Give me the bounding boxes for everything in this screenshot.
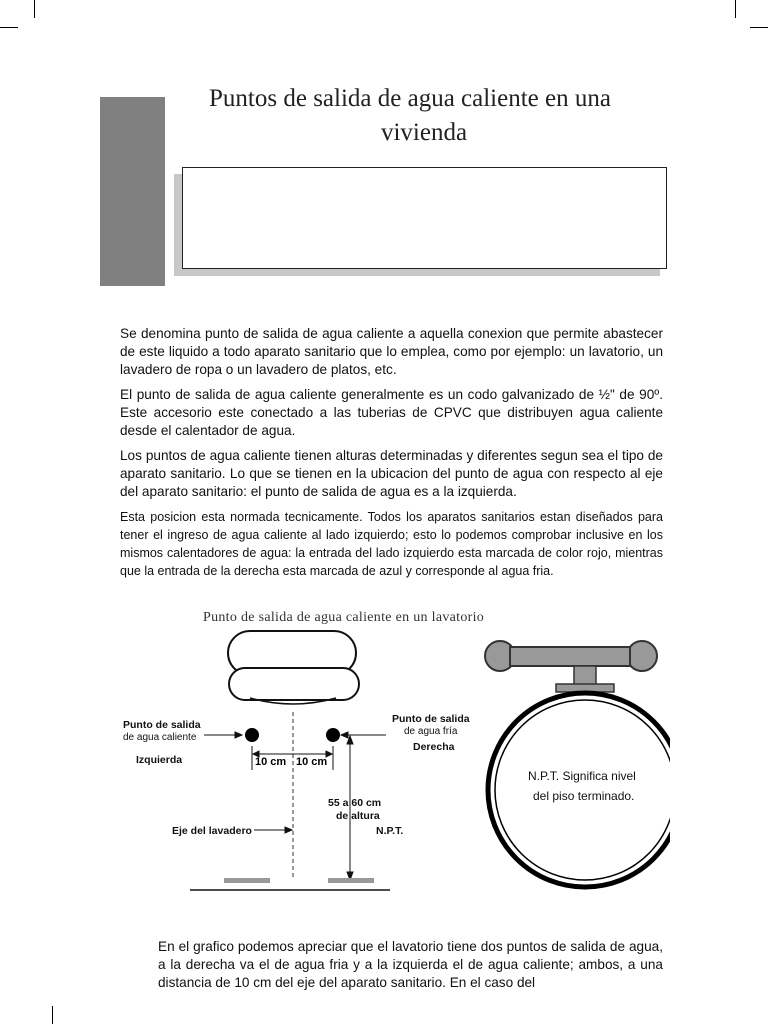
note-bubble [485,641,670,887]
cold-water-point [326,728,340,742]
hot-point-title: Punto de salida [123,719,201,731]
paragraph-4: Esta posicion esta normada tecnicamente. Todos los aparatos sanitarios estan diseñados para tener el ingreso de agua caliente al lado izquierdo; esto lo podemos comprobar inclusive en los mismos calentadores de agua: la entrada del lado izquierdo esta marcada de color rojo, mientras que la entrada de la derecha esta marcada de azul y corresponde al agua fria. [120,510,663,578]
crop-mark [735,0,736,18]
crop-mark [750,27,768,28]
crop-mark [52,1006,53,1024]
crop-mark [34,0,35,18]
note-text-line1: N.P.T. Significa nivel [528,769,636,783]
floor-pad-left [224,878,270,883]
dist-right-label: 10 cm [296,756,328,768]
page-title-line2: vivienda [380,119,468,146]
cold-point-sub: de agua fría [404,726,458,737]
floor-pad-right [328,878,374,883]
height-label-line1: 55 a 60 cm [328,797,382,809]
right-label: Derecha [413,741,455,753]
page-title [170,82,650,150]
page-title-line1: Puntos de salida de agua caliente en una [209,85,611,112]
npt-label: N.P.T. [376,825,404,837]
hot-water-point [245,728,259,742]
washbasin-drawing [228,631,359,704]
cold-point-title: Punto de salida [392,713,470,725]
bottom-paragraph: En el grafico podemos apreciar que el lavatorio tiene dos puntos de salida de agua, a la derecha va el de agua fria y a la izquierda el de agua caliente; ambos, a una distancia de 10 cm del eje del aparato sanitario. En el caso del [158,939,663,990]
lavatory-diagram [110,628,670,898]
note-text-line2: del piso terminado. [533,789,635,803]
paragraph-1: Se denomina punto de salida de agua caliente a aquella conexion que permite abastecer de este liquido a todo aparato sanitario que lo emplea, como por ejemplo: un lavatorio, un lavadero de ropa o un lavadero de platos, etc. [120,326,663,377]
crop-mark [0,27,18,28]
hot-point-sub: de agua caliente [123,732,197,743]
paragraph-3: Los puntos de agua caliente tienen alturas determinadas y diferentes segun sea el tipo de aparato sanitario. Lo que se tienen en la ubicacion del punto de agua con respecto al eje del aparato sanitario: el punto de salida de agua es a la izquierda. [120,448,663,499]
paragraph-2: El punto de salida de agua caliente generalmente es un codo galvanizado de ½" de 90º. Este accesorio este conectado a las tuberias de CPVC que distribuyen agua caliente desde el calentador de agua. [120,387,663,438]
dist-left-label: 10 cm [255,756,287,768]
height-label-line2: de altura [336,810,380,822]
left-label: Izquierda [136,754,183,766]
empty-text-box [182,167,667,269]
gray-side-block [100,97,165,286]
figure-caption: Punto de salida de agua caliente en un lavatorio [203,610,485,625]
axis-label: Eje del lavadero [172,825,252,837]
